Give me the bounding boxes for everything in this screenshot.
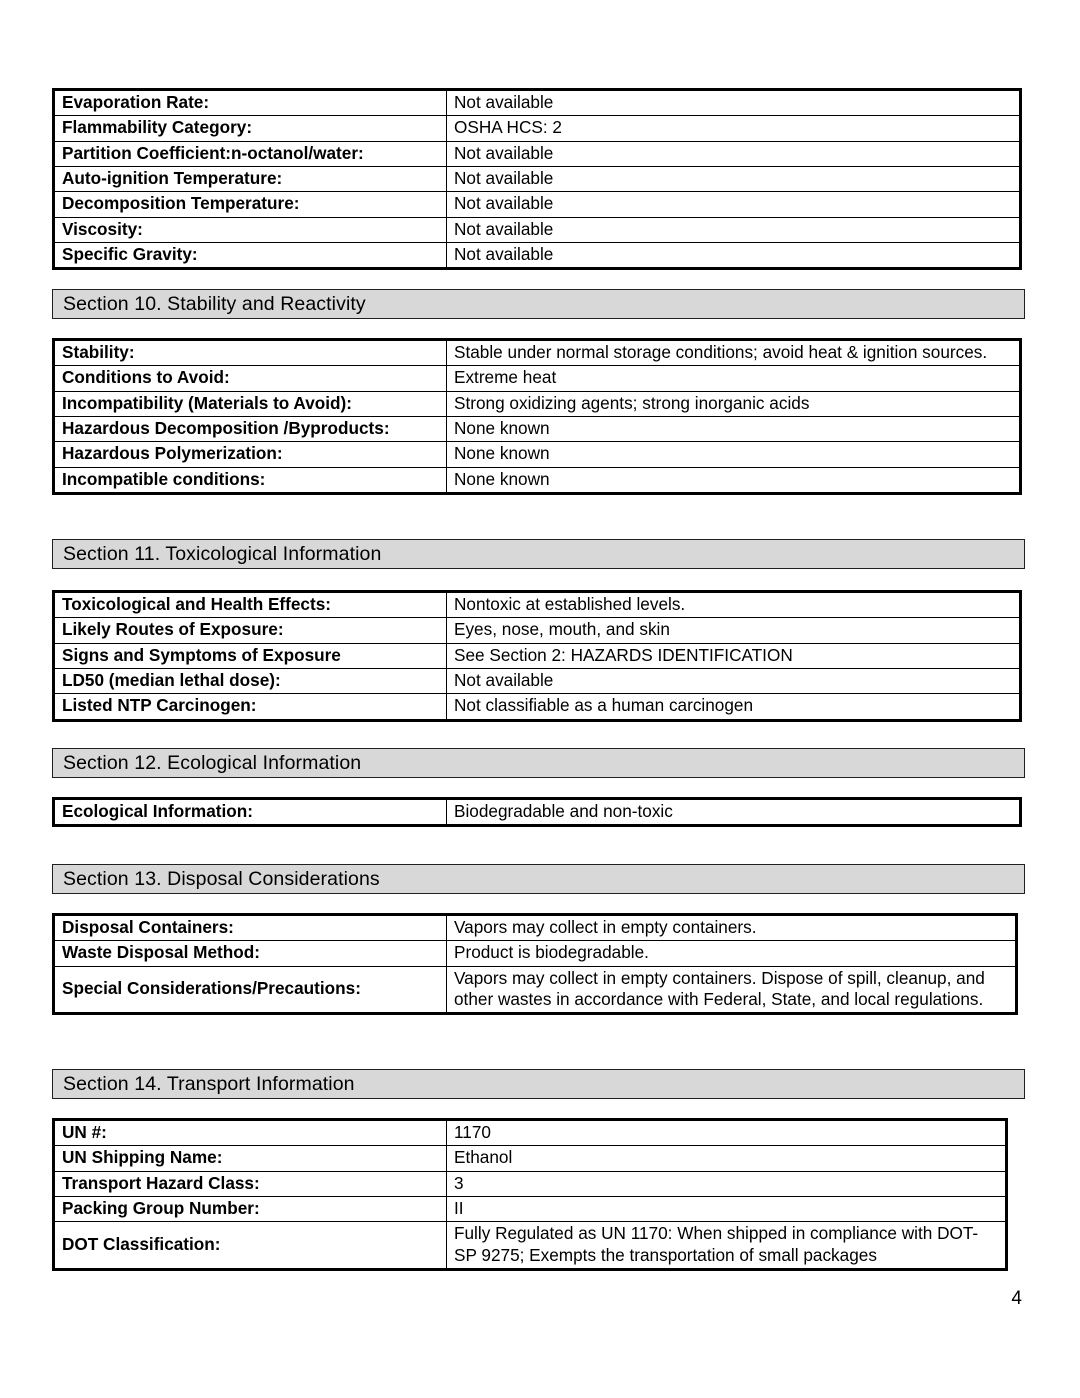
row-label: DOT Classification:: [54, 1222, 447, 1270]
section-heading-text: Section 13. Disposal Considerations: [63, 867, 380, 890]
row-label: Listed NTP Carcinogen:: [54, 694, 447, 720]
section-header-13: [52, 864, 1025, 894]
row-value: Not available: [447, 242, 1021, 268]
row-value: Not classifiable as a human carcinogen: [447, 694, 1021, 720]
row-label: Signs and Symptoms of Exposure: [54, 643, 447, 668]
table-row: [54, 366, 1021, 391]
table-row: [54, 90, 1021, 116]
table-row: [54, 192, 1021, 217]
table-row: [54, 592, 1021, 618]
toxicological-information-table: [52, 590, 1022, 722]
table-row: [54, 1171, 1007, 1196]
row-label: Hazardous Polymerization:: [54, 442, 447, 467]
table-row: [54, 618, 1021, 643]
section-heading-text: Section 14. Transport Information: [63, 1072, 355, 1095]
table-row: [54, 442, 1021, 467]
table-row: [54, 116, 1021, 141]
table-row: [54, 915, 1017, 941]
row-value: None known: [447, 467, 1021, 493]
row-label: Disposal Containers:: [54, 915, 447, 941]
row-value: Vapors may collect in empty containers. Dispose of spill, cleanup, and other wastes in accordance with Federal, State, and local regulations.: [447, 966, 1017, 1014]
row-label: Waste Disposal Method:: [54, 941, 447, 966]
table-row: [54, 141, 1021, 166]
table-row: [54, 694, 1021, 720]
section-header-11: [52, 539, 1025, 569]
table-row: [54, 340, 1021, 366]
section-heading-text: Section 10. Stability and Reactivity: [63, 292, 366, 315]
table-row: [54, 643, 1021, 668]
row-label: Likely Routes of Exposure:: [54, 618, 447, 643]
table-row: [54, 416, 1021, 441]
row-value: 3: [447, 1171, 1007, 1196]
row-label: Ecological Information:: [54, 799, 447, 826]
disposal-considerations-table: [52, 913, 1018, 1015]
stability-reactivity-table: [52, 338, 1022, 495]
section-header-10: [52, 289, 1025, 319]
row-label: Decomposition Temperature:: [54, 192, 447, 217]
row-label: Toxicological and Health Effects:: [54, 592, 447, 618]
row-label: Special Considerations/Precautions:: [54, 966, 447, 1014]
row-label: UN #:: [54, 1120, 447, 1146]
row-label: Auto-ignition Temperature:: [54, 166, 447, 191]
section-header-14: [52, 1069, 1025, 1099]
row-label: Incompatibility (Materials to Avoid):: [54, 391, 447, 416]
row-value: Fully Regulated as UN 1170: When shipped in compliance with DOT-SP 9275; Exempts the transportation of small packages: [447, 1222, 1007, 1270]
table-row: [54, 391, 1021, 416]
row-label: Incompatible conditions:: [54, 467, 447, 493]
row-value: Strong oxidizing agents; strong inorganic acids: [447, 391, 1021, 416]
row-value: Ethanol: [447, 1146, 1007, 1171]
row-value: Not available: [447, 90, 1021, 116]
table-row: [54, 941, 1017, 966]
row-label: Packing Group Number:: [54, 1196, 447, 1221]
row-value: Nontoxic at established levels.: [447, 592, 1021, 618]
table-row: [54, 1196, 1007, 1221]
page-number: 4: [1011, 1288, 1022, 1309]
table-row: [54, 1146, 1007, 1171]
row-value: II: [447, 1196, 1007, 1221]
row-label: Specific Gravity:: [54, 242, 447, 268]
ecological-information-table: [52, 797, 1022, 827]
row-value: Not available: [447, 192, 1021, 217]
properties-table: [52, 88, 1022, 270]
section-header-12: [52, 748, 1025, 778]
table-row: [54, 1222, 1007, 1270]
row-value: Biodegradable and non-toxic: [447, 799, 1021, 826]
table-row: [54, 1120, 1007, 1146]
row-value: Not available: [447, 166, 1021, 191]
row-label: Viscosity:: [54, 217, 447, 242]
table-row: [54, 467, 1021, 493]
row-value: Extreme heat: [447, 366, 1021, 391]
row-value: Vapors may collect in empty containers.: [447, 915, 1017, 941]
row-label: Conditions to Avoid:: [54, 366, 447, 391]
table-row: [54, 242, 1021, 268]
row-value: 1170: [447, 1120, 1007, 1146]
row-value: OSHA HCS: 2: [447, 116, 1021, 141]
transport-information-table: [52, 1118, 1008, 1271]
table-row: [54, 166, 1021, 191]
section-heading-text: Section 11. Toxicological Information: [63, 542, 382, 565]
row-value: Not available: [447, 141, 1021, 166]
row-label: Hazardous Decomposition /Byproducts:: [54, 416, 447, 441]
row-label: Evaporation Rate:: [54, 90, 447, 116]
row-label: Partition Coefficient:n-octanol/water:: [54, 141, 447, 166]
table-row: [54, 217, 1021, 242]
row-label: LD50 (median lethal dose):: [54, 668, 447, 693]
row-value: None known: [447, 416, 1021, 441]
section-heading-text: Section 12. Ecological Information: [63, 751, 362, 774]
row-value: Not available: [447, 217, 1021, 242]
row-label: Transport Hazard Class:: [54, 1171, 447, 1196]
row-label: UN Shipping Name:: [54, 1146, 447, 1171]
row-value: Eyes, nose, mouth, and skin: [447, 618, 1021, 643]
table-row: [54, 799, 1021, 826]
row-label: Stability:: [54, 340, 447, 366]
row-value: Stable under normal storage conditions; avoid heat & ignition sources.: [447, 340, 1021, 366]
row-value: Not available: [447, 668, 1021, 693]
table-row: [54, 966, 1017, 1014]
row-value: Product is biodegradable.: [447, 941, 1017, 966]
table-row: [54, 668, 1021, 693]
row-value: None known: [447, 442, 1021, 467]
row-label: Flammability Category:: [54, 116, 447, 141]
row-value: See Section 2: HAZARDS IDENTIFICATION: [447, 643, 1021, 668]
